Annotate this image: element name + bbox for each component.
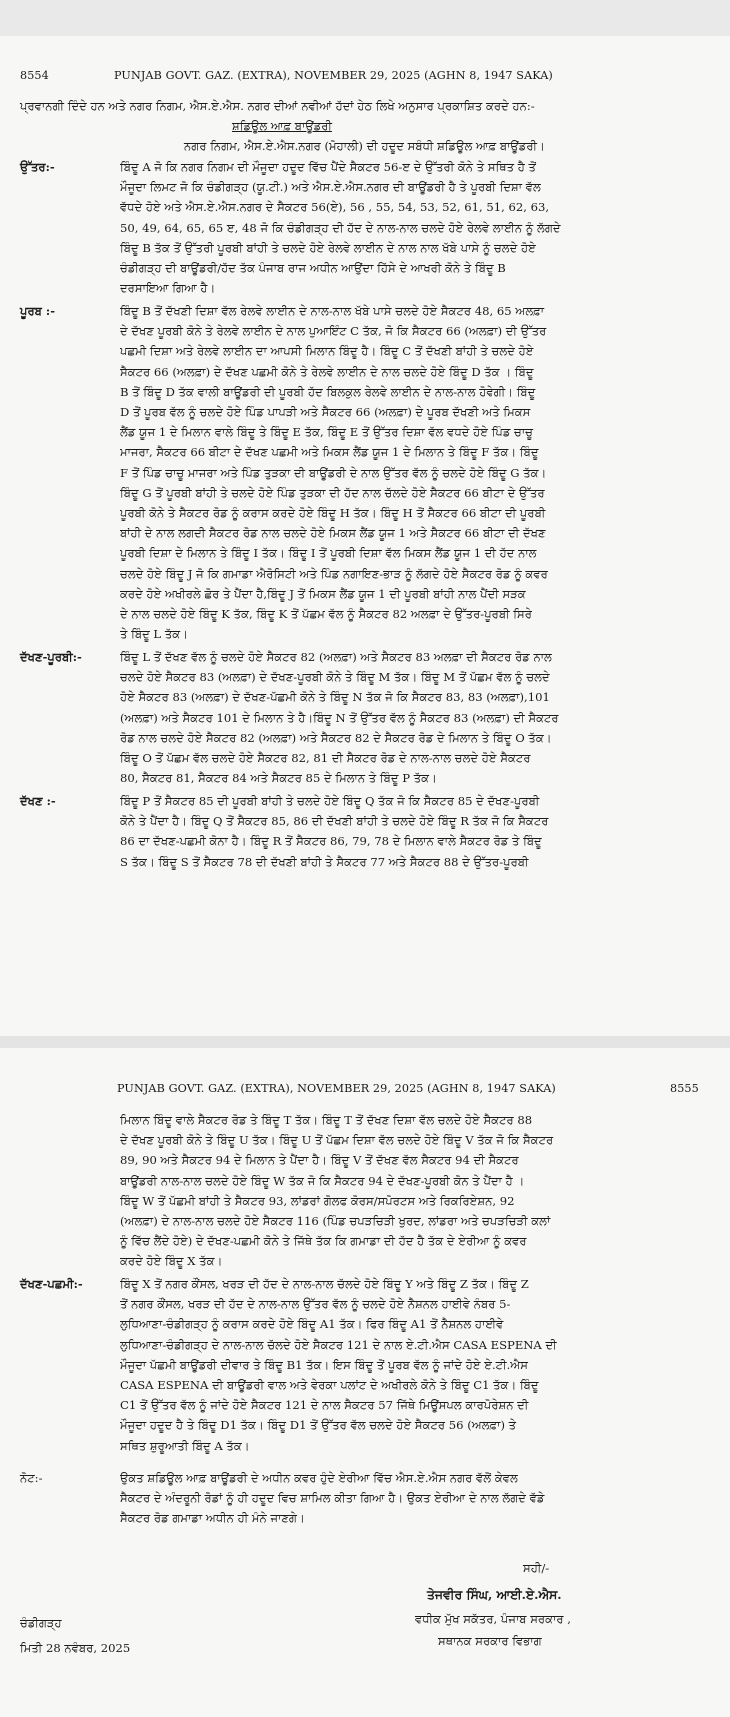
text-line: ਚਲਦੇ ਹੋਏ ਬਿੰਦੂ J ਜੋ ਕਿ ਗਮਾਡਾ ਐਰੋਸਿਟੀ ਅਤੇ ਪਿੰਡ ਨਗਾਇਣ-ਭਾੜ ਨੂੰ ਲੱਗਦੇ ਹੋਏ ਸੈਕਟਰ ਰੋਡ ਨੂੰ ਕਵਰ xyxy=(120,566,548,581)
section-body xyxy=(120,1274,716,1456)
text-line: CASA ESPENA ਦੀ ਬਾਊਂਡਰੀ ਵਾਲ ਅਤੇ ਵੇਰਕਾ ਪਲਾਂਟ ਦੇ ਅਖੀਰਲੇ ਕੋਨੇ ਤੇ ਬਿੰਦੂ C1 ਤੱਕ। ਬਿੰਦੂ xyxy=(120,1378,539,1393)
text-line: ਕਰਦੇ ਹੋਏ ਬਿੰਦੂ X ਤੱਕ। xyxy=(120,1254,223,1269)
signatory-name: ਤੇਜਵੀਰ ਸਿੰਘ, ਆਈ.ਏ.ਐਸ. xyxy=(427,1587,562,1602)
text-line: ਤੋਂ ਨਗਰ ਕੌਂਸਲ, ਖਰੜ ਦੀ ਹੱਦ ਦੇ ਨਾਲ-ਨਾਲ ਉੱਤਰ ਵੱਲ ਨੂੰ ਚਲਦੇ ਹੋਏ ਨੈਸ਼ਨਲ ਹਾਈਵੇ ਨੰਬਰ 5- xyxy=(120,1297,511,1312)
text-line: (ਅਲਫ਼ਾ) ਦੇ ਨਾਲ-ਨਾਲ ਚਲਦੇ ਹੋਏ ਸੈਕਟਰ 116 (ਪਿੰਡ ਚਪੜਚਿੜੀ ਖੁਰਦ, ਲਾਂਡਰਾ ਅਤੇ ਚਪੜਚਿੜੀ ਕਲਾਂ xyxy=(120,1214,551,1229)
gazette-page-8555 xyxy=(0,1048,730,1717)
text-line: 80, ਸੈਕਟਰ 81, ਸੈਕਟਰ 84 ਅਤੇ ਸੈਕਟਰ 85 ਦੇ ਮਿਲਾਨ ਤੇ ਬਿੰਦੂ P ਤੱਕ। xyxy=(120,771,437,786)
section-label: ਉੱਤਰ:- xyxy=(20,160,55,174)
schedule-subtitle: ਨਗਰ ਨਿਗਮ, ਐਸ.ਏ.ਐਸ.ਨਗਰ (ਮੋਹਾਲੀ) ਦੀ ਹਦੂਦ ਸਬੰਧੀ ਸ਼ਡਿਊਲ ਆਫ਼ ਬਾਊਂਡਰੀ। xyxy=(184,139,545,154)
text-line: C1 ਤੋਂ ਉੱਤਰ ਵੱਲ ਨੂੰ ਜਾਂਦੇ ਹੋਏ ਸੈਕਟਰ 121 ਦੇ ਨਾਲ ਸੈਕਟਰ 57 ਜਿੱਥੇ ਮਿਊਂਸਪਲ ਕਾਰਪੋਰੇਸ਼ਨ ਦੀ xyxy=(120,1398,529,1413)
text-line: ਬਿੰਦੂ G ਤੋਂ ਪੂਰਬੀ ਬਾਂਹੀ ਤੇ ਚਲਦੇ ਹੋਏ ਪਿੰਡ ਤੁੜਕਾ ਦੀ ਹੱਦ ਨਾਲ ਚੱਲਦੇ ਹੋਏ ਸੈਕਟਰ 66 ਬੀਟਾ ਦੇ ਉੱਤਰ xyxy=(120,485,545,500)
text-line: ਸੈਕਟਰ ਦੇ ਅੰਦਰੂਨੀ ਰੋਡਾਂ ਨੂੰ ਹੀ ਹਦੂਦ ਵਿਚ ਸ਼ਾਮਿਲ ਕੀਤਾ ਗਿਆ ਹੈ। ਉਕਤ ਏਰੀਆ ਦੇ ਨਾਲ ਲੱਗਦੇ ਵੱਡੇ xyxy=(120,1491,545,1506)
text-line: ਬਿੰਦੂ W ਤੋਂ ਪੱਛਮੀ ਬਾਂਹੀ ਤੇ ਸੈਕਟਰ 93, ਲਾਂਡਰਾਂ ਗੋਲਫ ਕੋਰਸ/ਸਪੋਰਟਸ ਅਤੇ ਰਿਕਰਿਏਸ਼ਨ, 92 xyxy=(120,1193,515,1208)
page-number: 8554 xyxy=(20,69,49,82)
text-line: ਪੂਰਬੀ ਦਿਸ਼ਾ ਦੇ ਮਿਲਾਨ ਤੇ ਬਿੰਦੂ I ਤੱਕ। ਬਿੰਦੂ I ਤੋਂ ਪੂਰਬੀ ਦਿਸ਼ਾ ਵੱਲ ਮਿਕਸ ਲੈਂਡ ਯੂਜ 1 ਦੀ ਹੱਦ ਨਾਲ xyxy=(120,546,537,561)
text-line: ਬਿੰਦੂ B ਤੱਕ ਤੋਂ ਉੱਤਰੀ ਪੂਰਬੀ ਬਾਂਹੀ ਤੇ ਚਲਦੇ ਹੋਏ ਰੇਲਵੇ ਲਾਈਨ ਦੇ ਨਾਲ ਨਾਲ ਖੱਬੇ ਪਾਸੇ ਨੂੰ ਚਲਦੇ ਹੋਏ xyxy=(120,240,536,255)
text-line: ਮੌਜੂਦਾ ਹਦੂਦ ਹੈ ਤੇ ਬਿੰਦੂ D1 ਤੱਕ। ਬਿੰਦੂ D1 ਤੋਂ ਉੱਤਰ ਵੱਲ ਚਲਦੇ ਹੋਏ ਸੈਕਟਰ 56 (ਅਲਫ਼ਾ) ਤੇ xyxy=(120,1418,517,1433)
section-body xyxy=(120,791,716,872)
intro-text: ਪ੍ਰਵਾਨਗੀ ਦਿੰਦੇ ਹਨ ਅਤੇ ਨਗਰ ਨਿਗਮ, ਐਸ.ਏ.ਐਸ. ਨਗਰ ਦੀਆਂ ਨਵੀਆਂ ਹੱਦਾਂ ਹੇਠ ਲਿਖੇ ਅਨੁਸਾਰ ਪ੍ਰਕਾਸ਼ਿਤ ਕਰਦੇ ਹਨ:- xyxy=(20,99,535,113)
text-line: ਵੱਧਦੇ ਹੋਏ ਅਤੇ ਐਸ.ਏ.ਐਸ.ਨਗਰ ਦੇ ਸੈਕਟਰ 56(ਏ), 56 , 55, 54, 53, 52, 61, 51, 62, 63, xyxy=(120,200,550,215)
note-body xyxy=(120,1468,716,1529)
section-body xyxy=(120,647,716,788)
text-line: ਤੇ ਬਿੰਦੂ L ਤੱਕ। xyxy=(120,627,188,642)
signatory-department: ਸਥਾਨਕ ਸਰਕਾਰ ਵਿਭਾਗ xyxy=(438,1634,542,1648)
text-line: ਸੈਕਟਰ 66 (ਅਲਫ਼ਾ) ਦੇ ਦੱਖਣ ਪਛਮੀ ਕੋਨੇ ਤੇ ਰੇਲਵੇ ਲਾਈਨ ਦੇ ਨਾਲ ਚਲਦੇ ਹੋਏ ਬਿੰਦੂ D ਤੱਕ । ਬਿੰਦੂ xyxy=(120,364,534,379)
text-line: 89, 90 ਅਤੇ ਸੈਕਟਰ 94 ਦੇ ਮਿਲਾਨ ਤੇ ਪੈਂਦਾ ਹੈ। ਬਿੰਦੂ V ਤੋਂ ਦੱਖਣ ਵੱਲ ਸੈਕਟਰ 94 ਦੀ ਸੈਕਟਰ xyxy=(120,1153,519,1168)
text-line: ਸੈਕਟਰ ਰੋਡ ਗਮਾਡਾ ਅਧੀਨ ਹੀ ਮੰਨੇ ਜਾਣਗੇ। xyxy=(120,1511,305,1526)
text-line: ਉਕਤ ਸ਼ਡਿਊਲ ਆਫ਼ ਬਾਊਂਡਰੀ ਦੇ ਅਧੀਨ ਕਵਰ ਹੁੰਦੇ ਏਰੀਆ ਵਿੱਚ ਐਸ.ਏ.ਐਸ ਨਗਰ ਵੱਲੋਂ ਕੇਵਲ xyxy=(120,1471,518,1485)
section-label: ਦੱਖਣ-ਪੂਰਬੀ:- xyxy=(20,650,82,664)
schedule-title: ਸ਼ਡਿਊਲ ਆਫ਼ ਬਾਊਂਡਰੀ xyxy=(232,119,332,134)
text-line: ਬਾਊਂਡਰੀ ਨਾਲ-ਨਾਲ ਚਲਦੇ ਹੋਏ ਬਿੰਦੂ W ਤੱਕ ਜੋ ਕਿ ਸੈਕਟਰ 94 ਦੇ ਦੱਖਣ-ਪੂਰਬੀ ਕੋਨ ਤੇ ਪੈਂਦਾ ਹੈ । xyxy=(120,1173,525,1188)
text-line: ਸਥਿਤ ਸ਼ੁਰੂਆਤੀ ਬਿੰਦੂ A ਤੱਕ। xyxy=(120,1438,250,1453)
text-line: ਮੌਜੂਦਾ ਪੱਛਮੀ ਬਾਊਂਡਰੀ ਦੀਵਾਰ ਤੇ ਬਿੰਦੂ B1 ਤੱਕ। ਇਸ ਬਿੰਦੂ ਤੋਂ ਪੂਰਬ ਵੱਲ ਨੂੰ ਜਾਂਦੇ ਹੋਏ ਏ.ਟੀ.ਐਸ xyxy=(120,1357,528,1372)
text-line: ਕਰਦੇ ਹੋਏ ਅਖੀਰਲੇ ਛੋਰ ਤੇ ਪੈਂਦਾ ਹੈ,ਬਿੰਦੂ J ਤੋਂ ਮਿਕਸ ਲੈਂਡ ਯੂਜ 1 ਦੀ ਪੂਰਬੀ ਬਾਂਹੀ ਨਾਲ ਪੈਂਦੀ ਸੜਕ xyxy=(120,586,526,601)
intro xyxy=(0,96,730,157)
text-line: ਦਰਸਾਇਆ ਗਿਆ ਹੈ। xyxy=(120,281,216,296)
text-line: ਨੂੰ ਵਿੱਚ ਲੈਂਦੇ ਹੋਏ) ਦੇ ਦੱਖਣ-ਪਛਮੀ ਕੋਨੇ ਤੇ ਜਿੱਥੇ ਤੱਕ ਕਿ ਗਮਾਡਾ ਦੀ ਹੱਦ ਹੈ ਤੱਕ ਦੇ ਏਰੀਆ ਨੂੰ ਕਵਰ xyxy=(120,1234,527,1249)
text-line: ਲੁਧਿਆਣਾ-ਚੰਡੀਗੜ੍ਹ ਦੇ ਨਾਲ-ਨਾਲ ਚੱਲਦੇ ਹੋਏ ਸੈਕਟਰ 121 ਦੇ ਨਾਲ ਏ.ਟੀ.ਐਸ CASA ESPENA ਦੀ xyxy=(120,1337,557,1352)
text-line: ਦੇ ਨਾਲ ਚਲਦੇ ਹੋਏ ਬਿੰਦੂ K ਤੱਕ, ਬਿੰਦੂ K ਤੋਂ ਪੱਛਮ ਵੱਲ ਨੂੰ ਸੈਕਟਰ 82 ਅਲਫ਼ਾ ਦੇ ਉੱਤਰ-ਪੂਰਬੀ ਸਿਰੇ xyxy=(120,607,532,622)
text-line: ਬਿੰਦੂ B ਤੋਂ ਦੱਖਣੀ ਦਿਸ਼ਾ ਵੱਲ ਰੇਲਵੇ ਲਾਈਨ ਦੇ ਨਾਲ-ਨਾਲ ਖੱਬੇ ਪਾਸੇ ਚਲਦੇ ਹੋਏ ਸੈਕਟਰ 48, 65 ਅਲਫ਼ਾ xyxy=(120,304,545,318)
text-line: ਕੋਨੇ ਤੇ ਪੈਂਦਾ ਹੈ। ਬਿੰਦੂ Q ਤੋਂ ਸੈਕਟਰ 85, 86 ਦੀ ਦੱਖਣੀ ਬਾਂਹੀ ਤੇ ਚਲਦੇ ਹੋਏ ਬਿੰਦੂ R ਤੱਕ ਜੋ ਕਿ ਸੈਕਟਰ xyxy=(120,814,549,829)
text-line: ਬਾਂਹੀ ਦੇ ਨਾਲ ਲਗਦੀ ਸੈਕਟਰ ਰੋਡ ਨਾਲ ਚਲਦੇ ਹੋਏ ਮਿਕਸ ਲੈਂਡ ਯੂਜ 1 ਅਤੇ ਸੈਕਟਰ 66 ਬੀਟਾ ਦੀ ਦੱਖਣ xyxy=(120,526,546,541)
text-line: ਬਿੰਦੂ A ਜੋ ਕਿ ਨਗਰ ਨਿਗਮ ਦੀ ਮੌਜੂਦਾ ਹਦੂਦ ਵਿੱਚ ਪੈਂਦੇ ਸੈਕਟਰ 56-ੲ ਦੇ ਉੱਤਰੀ ਕੋਨੇ ਤੇ ਸਥਿਤ ਹੈ ਤੋਂ xyxy=(120,160,536,174)
signed-mark: ਸਹੀ/- xyxy=(523,1561,550,1575)
text-line: (ਅਲਫ਼ਾ) ਅਤੇ ਸੈਕਟਰ 101 ਦੇ ਮਿਲਾਨ ਤੇ ਹੈ।ਬਿੰਦੂ N ਤੋਂ ਉੱਤਰ ਵੱਲ ਨੂੰ ਸੈਕਟਰ 83 (ਅਲਫ਼ਾ) ਦੀ ਸੈਕਟਰ xyxy=(120,710,559,725)
text-line: ਮਾਜਰਾ, ਸੈਕਟਰ 66 ਬੀਟਾ ਦੇ ਦੱਖਣ ਪਛਮੀ ਅਤੇ ਮਿਕਸ ਲੈਂਡ ਯੂਜ 1 ਦੇ ਮਿਲਾਨ ਤੇ ਬਿੰਦੂ F ਤੱਕ। ਬਿੰਦੂ xyxy=(120,445,539,460)
text-line: ਪਛਮੀ ਦਿਸ਼ਾ ਅਤੇ ਰੇਲਵੇ ਲਾਈਨ ਦਾ ਆਪਸੀ ਮਿਲਾਨ ਬਿੰਦੂ ਹੈ। ਬਿੰਦੂ C ਤੋਂ ਦੱਖਣੀ ਬਾਂਹੀ ਤੇ ਚਲਦੇ ਹੋਏ xyxy=(120,344,534,359)
text-line: ਬਿੰਦੂ L ਤੋਂ ਦੱਖਣ ਵੱਲ ਨੂੰ ਚਲਦੇ ਹੋਏ ਸੈਕਟਰ 82 (ਅਲਫ਼ਾ) ਅਤੇ ਸੈਕਟਰ 83 ਅਲਫ਼ਾ ਦੀ ਸੈਕਟਰ ਰੋਡ ਨਾਲ xyxy=(120,650,552,664)
text-line: ਮੌਜੂਦਾ ਲਿਮਟ ਜੋ ਕਿ ਚੰਡੀਗੜ੍ਹ (ਯੂ.ਟੀ.) ਅਤੇ ਐਸ.ਏ.ਐਸ.ਨਗਰ ਦੀ ਬਾਊਂਡਰੀ ਹੈ ਤੇ ਪੂਰਬੀ ਦਿਸ਼ਾ ਵੱਲ xyxy=(120,180,541,195)
text-line: ਹੋਏ ਸੈਕਟਰ 83 (ਅਲਫ਼ਾ) ਦੇ ਦੱਖਣ-ਪੱਛਮੀ ਕੋਨੇ ਤੇ ਬਿੰਦੂ N ਤੱਕ ਜੋ ਕਿ ਸੈਕਟਰ 83, 83 (ਅਲਫ਼ਾ),101 xyxy=(120,690,550,705)
page-number: 8555 xyxy=(670,1082,699,1095)
issue-date: ਮਿਤੀ 28 ਨਵੰਬਰ, 2025 xyxy=(20,1641,131,1655)
header-title: PUNJAB GOVT. GAZ. (EXTRA), NOVEMBER 29, 2025 (AGHN 8, 1947 SAKA) xyxy=(117,1082,556,1095)
issue-place: ਚੰਡੀਗੜ੍ਹ xyxy=(20,1616,62,1630)
text-line: ਬਿੰਦੂ X ਤੋਂ ਨਗਰ ਕੌਂਸਲ, ਖਰੜ ਦੀ ਹੱਦ ਦੇ ਨਾਲ-ਨਾਲ ਚੱਲਦੇ ਹੋਏ ਬਿੰਦੂ Y ਅਤੇ ਬਿੰਦੂ Z ਤੱਕ। ਬਿੰਦੂ Z xyxy=(120,1277,529,1291)
note-label: ਨੋਟ:- xyxy=(20,1471,43,1485)
text-line: F ਤੋਂ ਪਿੰਡ ਚਾਚੂ ਮਾਜਰਾ ਅਤੇ ਪਿੰਡ ਤੁੜਕਾ ਦੀ ਬਾਊਂਡਰੀ ਦੇ ਨਾਲ ਉੱਤਰ ਵੱਲ ਨੂੰ ਚਲਦੇ ਹੋਏ ਬਿੰਦੂ G ਤੱਕ। xyxy=(120,465,547,480)
page-separator xyxy=(0,1036,730,1048)
section-label: ਪੂਰਬ :- xyxy=(20,304,56,318)
text-line: 86 ਦਾ ਦੱਖਣ-ਪਛਮੀ ਕੋਨਾ ਹੈ। ਬਿੰਦੂ R ਤੋਂ ਸੈਕਟਰ 86, 79, 78 ਦੇ ਮਿਲਾਨ ਵਾਲੇ ਸੈਕਟਰ ਰੋਡ ਤੇ ਬਿੰਦੂ xyxy=(120,834,542,849)
text-line: ਰੋਡ ਨਾਲ ਚਲਦੇ ਹੋਏ ਸੈਕਟਰ 82 (ਅਲਫ਼ਾ) ਅਤੇ ਸੈਕਟਰ 82 ਦੇ ਸੈਕਟਰ ਰੋਡ ਦੇ ਮਿਲਾਨ ਤੇ ਬਿੰਦੂ O ਤੱਕ। xyxy=(120,730,552,745)
section-label: ਦੱਖਣ :- xyxy=(20,794,56,808)
text-line: ਬਿੰਦੂ P ਤੋਂ ਸੈਕਟਰ 85 ਦੀ ਪੂਰਬੀ ਬਾਂਹੀ ਤੇ ਚਲਦੇ ਹੋਏ ਬਿੰਦੂ Q ਤੱਕ ਜੋ ਕਿ ਸੈਕਟਰ 85 ਦੇ ਦੱਖਣ-ਪੂਰਬੀ xyxy=(120,794,540,808)
text-line: ਲੈਂਡ ਯੂਜ 1 ਦੇ ਮਿਲਾਨ ਵਾਲੇ ਬਿੰਦੂ ਤੇ ਬਿੰਦੂ E ਤੱਕ, ਬਿੰਦੂ E ਤੋਂ ਉੱਤਰ ਦਿਸ਼ਾ ਵੱਲ ਵਧਦੇ ਹੋਏ ਪਿੰਡ ਚਾਚੂ xyxy=(120,425,534,440)
section-body xyxy=(120,157,716,298)
text-line: S ਤੱਕ। ਬਿੰਦੂ S ਤੋਂ ਸੈਕਟਰ 78 ਦੀ ਦੱਖਣੀ ਬਾਂਹੀ ਤੇ ਸੈਕਟਰ 77 ਅਤੇ ਸੈਕਟਰ 88 ਦੇ ਉੱਤਰ-ਪੂਰਬੀ xyxy=(120,854,529,869)
text-line: ਪੂਰਬੀ ਕੋਨੇ ਤੇ ਸੈਕਟਰ ਰੋਡ ਨੂੰ ਕਰਾਸ ਕਰਦੇ ਹੋਏ ਬਿੰਦੂ H ਤੱਕ। ਬਿੰਦੂ H ਤੋਂ ਸੈਕਟਰ 66 ਬੀਟਾ ਦੀ ਪੂਰਬੀ xyxy=(120,506,546,521)
text-line: ਮਿਲਾਨ ਬਿੰਦੂ ਵਾਲੇ ਸੈਕਟਰ ਰੋਡ ਤੇ ਬਿੰਦੂ T ਤੱਕ। ਬਿੰਦੂ T ਤੋਂ ਦੱਖਣ ਦਿਸ਼ਾ ਵੱਲ ਚਲਦੇ ਹੋਏ ਸੈਕਟਰ 88 xyxy=(120,1113,533,1127)
text-line: ਬਿੰਦੂ O ਤੋਂ ਪੱਛਮ ਵੱਲ ਚਲਦੇ ਹੋਏ ਸੈਕਟਰ 82, 81 ਦੀ ਸੈਕਟਰ ਰੋਡ ਦੇ ਨਾਲ-ਨਾਲ ਚਲਦੇ ਹੋਏ ਸੈਕਟਰ xyxy=(120,751,531,766)
header-title: PUNJAB GOVT. GAZ. (EXTRA), NOVEMBER 29, 2025 (AGHN 8, 1947 SAKA) xyxy=(114,69,553,82)
section-body xyxy=(120,1110,716,1272)
text-line: D ਤੋਂ ਪੂਰਬ ਵੱਲ ਨੂੰ ਚਲਦੇ ਹੋਏ ਪਿੰਡ ਪਾਪੜੀ ਅਤੇ ਸੈਕਟਰ 66 (ਅਲਫ਼ਾ) ਦੇ ਪੂਰਬ ਦੱਖਣੀ ਅਤੇ ਮਿਕਸ xyxy=(120,405,531,420)
section-label: ਦੱਖਣ-ਪਛਮੀ:- xyxy=(20,1277,83,1291)
section-body xyxy=(120,301,716,644)
text-line: ਚਲਦੇ ਹੋਏ ਸੈਕਟਰ 83 (ਅਲਫ਼ਾ) ਦੇ ਦੱਖਣ-ਪੂਰਬੀ ਕੋਨੇ ਤੇ ਬਿੰਦੂ M ਤੱਕ। ਬਿੰਦੂ M ਤੋਂ ਪੱਛਮ ਵੱਲ ਨੂੰ ਚਲਦੇ xyxy=(120,670,550,685)
text-line: ਲੁਧਿਆਣਾ-ਚੰਡੀਗੜ੍ਹ ਨੂੰ ਕਰਾਸ ਕਰਦੇ ਹੋਏ ਬਿੰਦੂ A1 ਤੱਕ। ਫਿਰ ਬਿੰਦੂ A1 ਤੋਂ ਨੈਸ਼ਨਲ ਹਾਈਵੇ xyxy=(120,1317,504,1332)
text-line: ਦੇ ਦੱਖਣ ਪੂਰਬੀ ਕੋਨੇ ਤੇ ਬਿੰਦੂ U ਤੱਕ। ਬਿੰਦੂ U ਤੋਂ ਪੱਛਮ ਦਿਸ਼ਾ ਵੱਲ ਚਲਦੇ ਹੋਏ ਬਿੰਦੂ V ਤੱਕ ਜੋ ਕਿ ਸੈਕਟਰ xyxy=(120,1133,554,1148)
text-line: 50, 49, 64, 65, 65 ੲ, 48 ਜੋ ਕਿ ਚੰਡੀਗੜ੍ਹ ਦੀ ਹੱਦ ਦੇ ਨਾਲ-ਨਾਲ ਚਲਦੇ ਹੋਏ ਰੇਲਵੇ ਲਾਈਨ ਨੂੰ ਲੱਗਦੇ xyxy=(120,220,561,235)
text-line: B ਤੋਂ ਬਿੰਦੂ D ਤੱਕ ਵਾਲੀ ਬਾਊਂਡਰੀ ਦੀ ਪੂਰਬੀ ਹੱਦ ਬਿਲਕੁਲ ਰੇਲਵੇ ਲਾਈਨ ਦੇ ਨਾਲ-ਨਾਲ ਹੋਵੇਗੀ। ਬਿੰਦੂ xyxy=(120,384,536,399)
text-line: ਦੇ ਦੱਖਣ ਪੂਰਬੀ ਕੋਨੇ ਤੇ ਰੇਲਵੇ ਲਾਈਨ ਦੇ ਨਾਲ ਪੁਆਇੰਟ C ਤੱਕ, ਜੋ ਕਿ ਸੈਕਟਰ 66 (ਅਲਫ਼ਾ) ਦੀ ਉੱਤਰ xyxy=(120,324,547,339)
gazette-page-8554 xyxy=(0,36,730,1036)
text-line: ਚੰਡੀਗੜ੍ਹ ਦੀ ਬਾਊਂਡਰੀ/ਹੱਦ ਤੱਕ ਪੰਜਾਬ ਰਾਜ ਅਧੀਨ ਆਉਂਦਾ ਹਿੱਸੇ ਦੇ ਆਖਰੀ ਕੋਨੇ ਤੇ ਬਿੰਦੂ B xyxy=(120,261,506,276)
signatory-designation: ਵਧੀਕ ਮੁੱਖ ਸਕੱਤਰ, ਪੰਜਾਬ ਸਰਕਾਰ , xyxy=(415,1612,571,1626)
